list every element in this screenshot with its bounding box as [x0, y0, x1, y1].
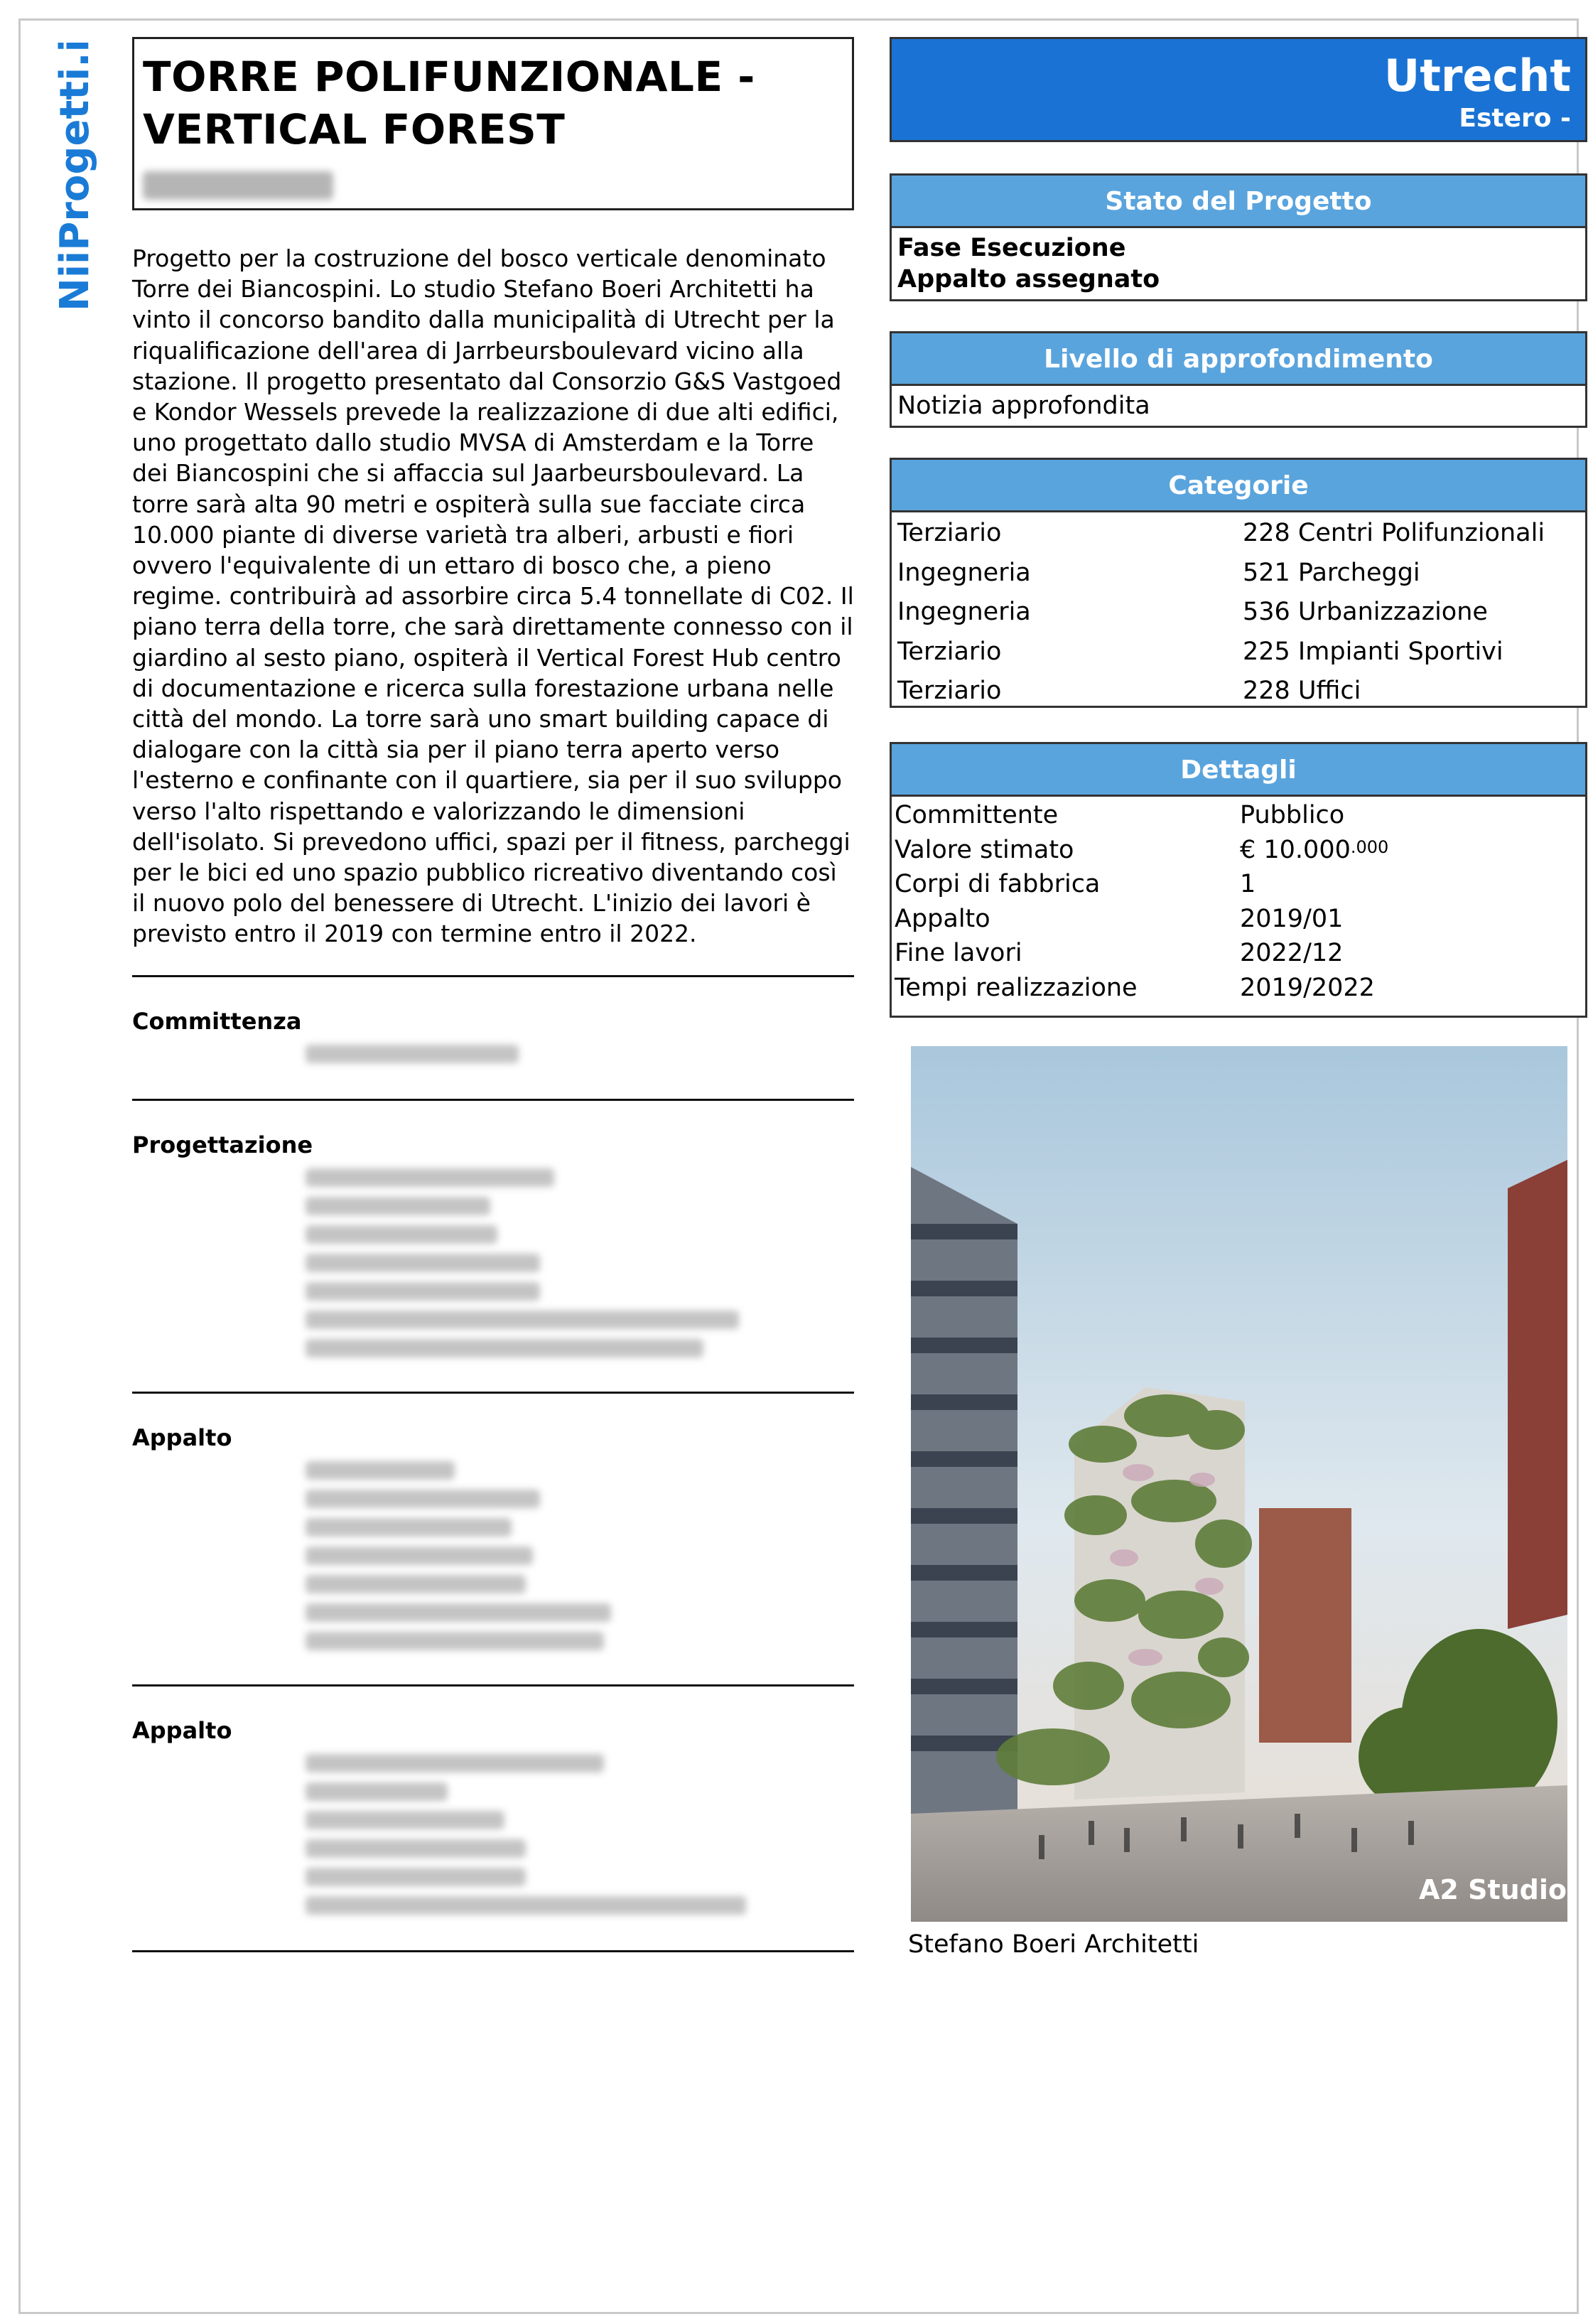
image-credit: Stefano Boeri Architetti [908, 1930, 1199, 1959]
redacted-appalto-1 [306, 1461, 611, 1660]
divider [132, 1684, 854, 1686]
section-appalto-2: Appalto [132, 1717, 232, 1744]
project-title-box [132, 37, 854, 210]
section-appalto-1: Appalto [132, 1424, 232, 1451]
logo-text: NiiProgetti.it [52, 43, 98, 311]
dettaglio-valore: Valore stimato € $10.000^{.000}$ [895, 835, 1389, 864]
divider [132, 975, 854, 977]
niiprogetti-logo[interactable] [51, 43, 101, 313]
dettaglio-corpi: Corpi di fabbrica 1 [895, 870, 1256, 898]
livello-value: Notizia approfondita [897, 392, 1150, 420]
stato-appalto: Appalto assegnato [897, 265, 1160, 294]
dettagli-header: Dettagli [892, 744, 1585, 797]
project-rendering-image [911, 1046, 1567, 1922]
project-description: Progetto per la costruzione del bosco verticale denominato Torre dei Biancospini. Lo studio Stefano Boeri Architetti ha vinto il concorso bandito dalla municipalità di Utrecht per la riqualificazione dell'area di Jarrbeursboulevard vicino alla stazione. Il progetto presentato dal Consorzio G&S Vastgoed e Kondor Wessels prevede la realizzazione di due alti edifici, uno progettato dallo studio MVSA di Amsterdam e la Torre dei Biancospini che si affaccia sul Jaarbeursboulevard. La torre sarà alta 90 metri e ospiterà sulla sue facciate circa 10.000 piante di diverse varietà tra alberi, arbusti e fiori ovvero l'equivalente di un ettaro di bosco che, a pieno regime. contribuirà ad assorbire circa 5.4 tonnellate di C02. Il piano terra della torre, che sarà direttamente connesso con il giardino al sesto piano, ospiterà il Vertical Forest Hub centro di documentazione e ricerca sulla forestazione urbana nelle città del mondo. La torre sarà uno smart building capace di dialogare con la città sia per il piano terra aperto verso l'esterno e confinante con il quartiere, sia per il suo sviluppo verso l'alto rispettando e valorizzando le dimensioni dell'isolato. Si prevedono uffici, spazi per il fitness, parcheggi per le bici ed uno spazio pubblico ricreativo diventando così il nuovo polo del benessere di Utrecht. L'inizio dei lavori è previsto entro il 2019 con termine entro il 2022. [132, 244, 854, 948]
stato-panel [890, 173, 1587, 301]
categoria-row: Terziario 225 Impianti Sportivi [897, 637, 1503, 666]
image-watermark: A2 Studio [1419, 1874, 1567, 1905]
dettaglio-fine: Fine lavori 2022/12 [895, 939, 1344, 967]
redacted-appalto-2 [306, 1754, 746, 1925]
categoria-row: Ingegneria 536 Urbanizzazione [897, 598, 1488, 626]
section-progettazione: Progettazione [132, 1131, 313, 1158]
stato-header: Stato del Progetto [892, 176, 1585, 228]
categoria-row: Terziario 228 Centri Polifunzionali [897, 519, 1545, 547]
city-name: Utrecht [1383, 50, 1571, 102]
categoria-row: Ingegneria 521 Parcheggi [897, 558, 1420, 587]
redacted-location [143, 171, 333, 200]
stato-fase: Fase Esecuzione [897, 234, 1126, 262]
categorie-panel [890, 458, 1587, 708]
dettaglio-tempi: Tempi realizzazione 2019/2022 [895, 973, 1375, 1002]
section-committenza: Committenza [132, 1008, 302, 1035]
location-box [890, 37, 1587, 142]
livello-panel [890, 331, 1587, 428]
project-title: TORRE POLIFUNZIONALE - VERTICAL FOREST [143, 53, 755, 154]
livello-header: Livello di approfondimento [892, 333, 1585, 386]
divider [132, 1392, 854, 1394]
dettagli-panel [890, 742, 1587, 1018]
divider [132, 1950, 854, 1952]
categoria-row: Terziario 228 Uffici [897, 677, 1361, 705]
dettaglio-appalto: Appalto 2019/01 [895, 904, 1344, 933]
redacted-progettazione [306, 1168, 739, 1367]
categorie-header: Categorie [892, 460, 1585, 512]
dettaglio-committente: Committente Pubblico [895, 801, 1345, 829]
divider [132, 1099, 854, 1101]
region-name: Estero - [1459, 104, 1571, 133]
redacted-committenza [306, 1045, 519, 1073]
